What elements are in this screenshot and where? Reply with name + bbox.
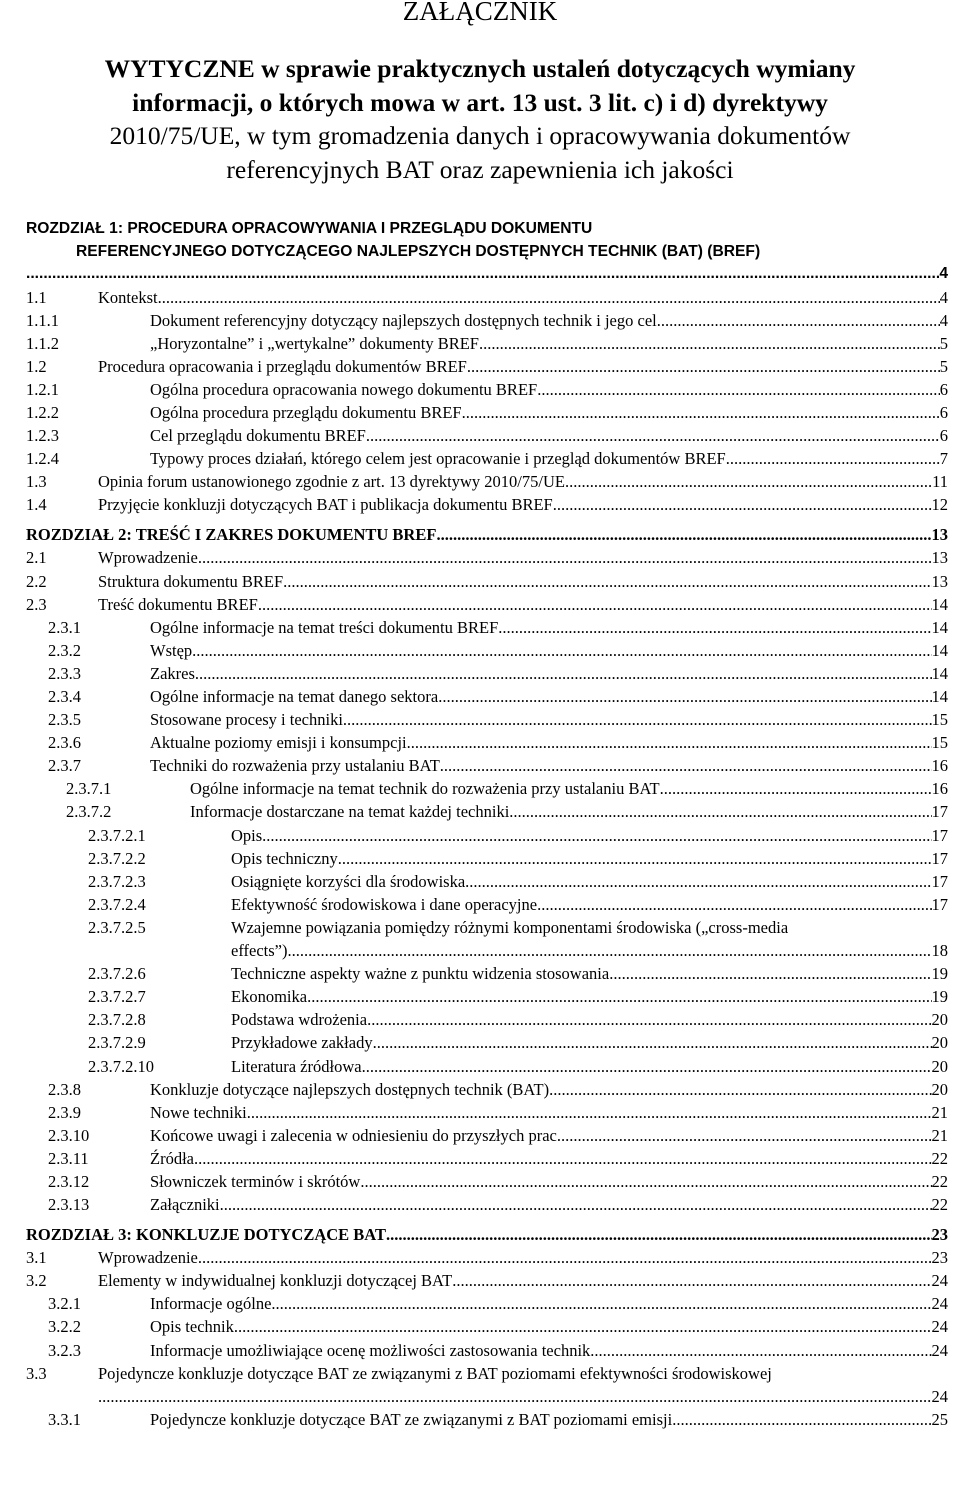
toc-entry[interactable]: [26, 1339, 948, 1362]
entry-label: Cel przeglądu dokumentu BREF: [150, 426, 366, 446]
entry-label: Przyjęcie konkluzji dotyczących BAT i publikacja dokumentu BREF: [98, 495, 553, 515]
dot-leader: [467, 355, 940, 378]
entry-number: 2.3.7.2.7: [88, 987, 146, 1007]
chapter-3-page: 23: [931, 1225, 948, 1245]
toc-entry[interactable]: [26, 378, 948, 401]
entry-label: Ekonomika: [231, 987, 308, 1007]
dot-leader: [609, 962, 931, 985]
dot-leader: [283, 570, 931, 593]
subtitle-line-1: WYTYCZNE w sprawie praktycznych ustaleń dotyczących wymiany: [104, 54, 856, 83]
toc-entry[interactable]: [26, 1008, 948, 1031]
entry-label: Informacje dostarczane na temat każdej techniki: [190, 802, 510, 822]
entry-number: 2.3.7.2.9: [88, 1033, 146, 1053]
entry-label: Wprowadzenie: [98, 548, 198, 568]
dot-leader: [537, 893, 931, 916]
entry-page: 14: [931, 594, 948, 614]
dot-leader: [26, 263, 939, 286]
chapter-2-label: ROZDZIAŁ 2: TREŚĆ I ZAKRES DOKUMENTU BREF: [26, 525, 437, 545]
entry-number: 2.3.6: [48, 733, 81, 753]
entry-label: Ogólne informacje na temat technik do rozważenia przy ustalaniu BAT: [190, 779, 660, 799]
dot-leader: [262, 824, 931, 847]
toc-entry[interactable]: [26, 546, 948, 569]
dot-leader: [234, 1315, 932, 1338]
entry-label: Konkluzje dotyczące najlepszych dostępnych technik (BAT): [150, 1079, 550, 1099]
chapter-1-entries: [26, 286, 948, 517]
chapter-1-page-line: [26, 263, 948, 286]
entry-number: 1.3: [26, 472, 47, 492]
entry-label: Aktualne poziomy emisji i konsumpcji: [150, 733, 407, 753]
toc-entry[interactable]: [26, 424, 948, 447]
dot-leader: [565, 470, 932, 493]
toc-entry[interactable]: [26, 1269, 948, 1292]
entry-number: 1.1: [26, 287, 47, 307]
entry-label-line-1: Wzajemne powiązania pomiędzy różnymi komponentami środowiska („cross-media: [231, 917, 789, 937]
entry-label: Podstawa wdrożenia: [231, 1010, 368, 1030]
toc-entry[interactable]: [26, 685, 948, 708]
chapter-2-entries: [26, 546, 948, 916]
entry-label: Kontekst: [98, 287, 158, 307]
toc-entry[interactable]: [26, 777, 948, 800]
toc-entry[interactable]: [26, 447, 948, 470]
toc-entry[interactable]: [26, 470, 948, 493]
toc-entry[interactable]: [26, 985, 948, 1008]
spacer: [26, 1216, 948, 1224]
dot-leader: [590, 1339, 931, 1362]
entry-label: Typowy proces działań, którego celem jest opracowanie i przegląd dokumentów BREF: [150, 449, 726, 469]
entry-number: 1.2.1: [26, 379, 59, 399]
toc-entry[interactable]: [26, 1193, 948, 1216]
entry-number: 2.3.10: [48, 1125, 90, 1145]
entry-number: 2.3.1: [48, 617, 81, 637]
entry-page: 21: [931, 1125, 948, 1145]
entry-number: 3.1: [26, 1248, 47, 1268]
entry-label: Źródła: [150, 1148, 194, 1168]
entry-label: Wstęp: [150, 640, 193, 660]
entry-number: 2.1: [26, 548, 47, 568]
entry-label: Ogólne informacje na temat danego sektora: [150, 687, 439, 706]
entry-label: Opinia forum ustanowionego zgodnie z art. 13 dyrektywy 2010/75/UE: [98, 472, 565, 492]
toc-entry[interactable]: [26, 401, 948, 424]
toc-entry[interactable]: [26, 1246, 948, 1269]
chapter-2-entries-continued: [26, 962, 948, 1216]
entry-number: 2.3.7.2.1: [88, 825, 146, 845]
dot-leader: [194, 1147, 932, 1170]
entry-label: Procedura opracowania i przeglądu dokumentów BREF: [98, 356, 467, 376]
chapter-1-line-2: REFERENCYJNEGO DOTYCZĄCEGO NAJLEPSZYCH DOSTĘPNYCH TECHNIK (BAT) (BREF): [76, 242, 761, 260]
toc-entry[interactable]: [26, 639, 948, 662]
entry-number: 3.2.3: [48, 1340, 81, 1360]
toc-entry[interactable]: [26, 1124, 948, 1147]
entry-number: 2.3.7: [48, 756, 81, 776]
dot-leader: [479, 332, 940, 355]
toc-entry[interactable]: [26, 847, 948, 870]
dot-leader: [307, 985, 931, 1008]
dot-leader: [198, 1246, 932, 1269]
dot-leader: [98, 1385, 932, 1408]
entry-page: 4: [939, 310, 948, 330]
entry-number: 2.3.7.2.3: [88, 871, 146, 891]
entry-page: 17: [931, 848, 948, 868]
toc-entry[interactable]: [26, 309, 948, 332]
chapter-2-page: 13: [931, 525, 948, 545]
toc-entry[interactable]: [26, 593, 948, 616]
entry-number: 3.2.2: [48, 1317, 81, 1337]
entry-page: 24: [931, 1386, 948, 1406]
entry-page: 16: [931, 779, 948, 799]
entry-page: 18: [931, 941, 948, 961]
toc-entry-2-3-7-2-5[interactable]: [26, 916, 948, 962]
dot-leader: [271, 1292, 931, 1315]
entry-number: 2.3.3: [48, 663, 81, 683]
toc-entry[interactable]: [26, 870, 948, 893]
dot-leader: [247, 1101, 932, 1124]
entry-page: 20: [931, 1056, 948, 1076]
entry-label: Ogólna procedura przeglądu dokumentu BREF: [150, 402, 462, 422]
entry-page: 4: [939, 287, 948, 307]
entry-page: 19: [931, 964, 948, 984]
entry-label: Informacje umożliwiające ocenę możliwości zastosowania technik: [150, 1340, 591, 1360]
toc-entry[interactable]: [26, 332, 948, 355]
toc-entry[interactable]: [26, 800, 948, 823]
entry-page: 17: [931, 871, 948, 891]
entry-label-line-2: effects”): [231, 941, 288, 961]
dot-leader: [462, 401, 940, 424]
document-subtitle: [0, 52, 960, 186]
entry-number: 3.2.1: [48, 1294, 81, 1314]
toc-entry[interactable]: [26, 1055, 948, 1078]
entry-number: 2.3.7.2: [66, 802, 112, 822]
entry-label: Końcowe uwagi i zalecenia w odniesieniu do przyszłych prac: [150, 1125, 557, 1145]
entry-number: 2.3.9: [48, 1102, 81, 1122]
toc-entry[interactable]: [26, 1147, 948, 1170]
toc-entry[interactable]: [26, 616, 948, 639]
entry-label: Techniki do rozważenia przy ustalaniu BAT: [150, 756, 440, 776]
entry-label: Zakres: [150, 663, 195, 683]
toc-chapter-3[interactable]: [26, 1224, 948, 1246]
entry-label: Opis technik: [150, 1317, 234, 1337]
toc-entry[interactable]: [26, 962, 948, 985]
entry-number: 1.2.2: [26, 402, 59, 422]
chapter-3-entries: [26, 1246, 948, 1361]
dot-leader: [549, 1078, 931, 1101]
entry-number: 1.2.4: [26, 449, 59, 469]
entry-page: 20: [931, 1010, 948, 1030]
entry-label: Elementy w indywidualnej konkluzji dotyczącej BAT: [98, 1271, 453, 1291]
dot-leader: [362, 1055, 932, 1078]
toc-chapter-2[interactable]: [26, 524, 948, 546]
entry-page: 24: [931, 1271, 948, 1291]
entry-page: 5: [939, 356, 948, 376]
dot-leader: [258, 593, 932, 616]
toc-entry[interactable]: [26, 355, 948, 378]
chapter-1-line-1: ROZDZIAŁ 1: PROCEDURA OPRACOWYWANIA I PRZEGLĄDU DOKUMENTU: [26, 220, 593, 237]
entry-page: 13: [931, 571, 948, 591]
entry-number: 2.3.7.1: [66, 779, 112, 799]
entry-label: Opis: [231, 825, 263, 845]
dot-leader: [360, 1170, 931, 1193]
dot-leader: [726, 447, 940, 470]
entry-number: 3.3.1: [48, 1409, 81, 1429]
entry-label: Informacje ogólne: [150, 1294, 272, 1314]
entry-number: 2.3.8: [48, 1079, 81, 1099]
entry-page: 15: [931, 710, 948, 730]
entry-number: 2.3.4: [48, 687, 81, 706]
entry-page: 24: [931, 1317, 948, 1337]
toc-entry[interactable]: [26, 1078, 948, 1101]
entry-number: 2.2: [26, 571, 47, 591]
entry-page: 17: [931, 802, 948, 822]
toc-entry[interactable]: [26, 662, 948, 685]
dot-leader: [195, 662, 932, 685]
entry-page: 7: [939, 449, 948, 469]
entry-label: Załączniki: [150, 1195, 220, 1215]
dot-leader: [407, 731, 932, 754]
toc-entry[interactable]: [26, 286, 948, 309]
dot-leader: [438, 685, 931, 708]
toc-entry[interactable]: [26, 570, 948, 593]
entry-page: 25: [931, 1409, 948, 1429]
entry-page: 14: [931, 640, 948, 660]
entry-label: Słowniczek terminów i skrótów: [150, 1171, 361, 1191]
entry-page: 24: [931, 1294, 948, 1314]
entry-label: Przykładowe zakłady: [231, 1033, 373, 1053]
dot-leader: [343, 708, 932, 731]
dot-leader: [660, 777, 932, 800]
entry-number: 1.2.3: [26, 426, 59, 446]
toc-entry[interactable]: [26, 708, 948, 731]
entry-label: Wprowadzenie: [98, 1248, 198, 1268]
entry-number: 2.3.7.2.6: [88, 964, 146, 984]
toc-entry[interactable]: [26, 1292, 948, 1315]
entry-number: 2.3.13: [48, 1195, 90, 1215]
entry-page: 23: [931, 1248, 948, 1268]
dot-leader: [373, 1031, 932, 1054]
dot-leader: [498, 616, 931, 639]
entry-label: Nowe techniki: [150, 1102, 247, 1122]
dot-leader: [192, 639, 931, 662]
toc-entry[interactable]: [26, 731, 948, 754]
entry-page: 13: [931, 548, 948, 568]
entry-page: 5: [939, 333, 948, 353]
entry-number: 2.3.7.2.4: [88, 894, 146, 914]
chapter-3-label: ROZDZIAŁ 3: KONKLUZJE DOTYCZĄCE BAT: [26, 1225, 386, 1245]
entry-number: 2.3.11: [48, 1148, 89, 1168]
subtitle-line-4: referencyjnych BAT oraz zapewnienia ich jakości: [226, 154, 734, 184]
entry-page: 20: [931, 1079, 948, 1099]
toc-entry-3-3-1[interactable]: [26, 1408, 948, 1431]
entry-label: Pojedyncze konkluzje dotyczące BAT ze związanymi z BAT poziomami emisji: [150, 1409, 673, 1429]
entry-label: Opis techniczny: [231, 848, 338, 868]
entry-page: 14: [931, 687, 948, 706]
dot-leader: [553, 493, 932, 516]
toc-entry[interactable]: [26, 493, 948, 516]
entry-page: 6: [939, 426, 948, 446]
dot-leader: [537, 378, 940, 401]
entry-number: 2.3.12: [48, 1171, 90, 1191]
toc-entry[interactable]: [26, 1315, 948, 1338]
toc-entry[interactable]: [26, 1170, 948, 1193]
entry-label: Struktura dokumentu BREF: [98, 571, 284, 591]
entry-page: 12: [931, 495, 948, 515]
entry-page: 17: [931, 894, 948, 914]
entry-number: 1.2: [26, 356, 47, 376]
entry-number: 3.2: [26, 1271, 47, 1291]
entry-page: 20: [931, 1033, 948, 1053]
entry-number: 1.1.2: [26, 333, 59, 353]
entry-label: Ogólna procedura opracowania nowego dokumentu BREF: [150, 379, 538, 399]
entry-number: 2.3.2: [48, 640, 81, 660]
entry-label: Osiągnięte korzyści dla środowiska: [231, 871, 466, 891]
entry-number: 2.3: [26, 594, 47, 614]
entry-page: 6: [939, 402, 948, 422]
dot-leader: [465, 870, 931, 893]
entry-number: 2.3.7.2.8: [88, 1010, 146, 1030]
subtitle-line-2: informacji, o których mowa w art. 13 ust. 3 lit. c) i d) dyrektywy: [132, 87, 828, 117]
spacer: [26, 516, 948, 524]
dot-leader: [672, 1408, 931, 1431]
dot-leader: [440, 754, 932, 777]
dot-leader: [366, 424, 940, 447]
entry-page: 6: [939, 379, 948, 399]
entry-page: 14: [931, 617, 948, 637]
toc-entry-3-3[interactable]: [26, 1362, 948, 1408]
entry-page: 11: [932, 472, 948, 492]
entry-label: Techniczne aspekty ważne z punktu widzenia stosowania: [231, 964, 610, 984]
entry-label: Literatura źródłowa: [231, 1056, 362, 1076]
toc-entry[interactable]: [26, 754, 948, 777]
dot-leader: [338, 847, 932, 870]
dot-leader: [452, 1269, 931, 1292]
entry-label: Ogólne informacje na temat treści dokumentu BREF: [150, 617, 499, 637]
entry-number: 2.3.5: [48, 710, 81, 730]
entry-number: 2.3.7.2.2: [88, 848, 146, 868]
entry-label: „Horyzontalne” i „wertykalne” dokumenty BREF: [150, 333, 479, 353]
dot-leader: [288, 939, 932, 962]
entry-number: 3.3: [26, 1363, 47, 1383]
toc-entry[interactable]: [26, 893, 948, 916]
entry-page: 16: [931, 756, 948, 776]
entry-page: 15: [931, 733, 948, 753]
dot-leader: [367, 1008, 931, 1031]
entry-label: Stosowane procesy i techniki: [150, 710, 343, 730]
page-title: ZAŁĄCZNIK: [402, 0, 558, 26]
dot-leader: [509, 800, 931, 823]
dot-leader: [158, 286, 940, 309]
toc-entry[interactable]: [26, 1101, 948, 1124]
dot-leader: [657, 309, 940, 332]
dot-leader: [436, 524, 931, 546]
dot-leader: [386, 1224, 932, 1246]
dot-leader: [557, 1124, 932, 1147]
entry-page: 24: [931, 1340, 948, 1360]
entry-page: 22: [931, 1171, 948, 1191]
entry-label: Dokument referencyjny dotyczący najlepszych dostępnych technik i jego cel: [150, 310, 657, 330]
entry-page: 22: [931, 1195, 948, 1215]
toc-entry[interactable]: [26, 1031, 948, 1054]
entry-number: 2.3.7.2.10: [88, 1056, 154, 1076]
table-of-contents: [26, 218, 948, 1431]
entry-page: 14: [931, 663, 948, 683]
entry-number: 1.1.1: [26, 310, 59, 330]
entry-label-line-1: Pojedyncze konkluzje dotyczące BAT ze związanymi z BAT poziomami efektywności środowiskowej: [98, 1363, 772, 1383]
toc-entry[interactable]: [26, 824, 948, 847]
subtitle-line-3: 2010/75/UE, w tym gromadzenia danych i opracowywania dokumentów: [109, 121, 851, 150]
toc-chapter-1[interactable]: [26, 218, 948, 286]
entry-page: 17: [931, 825, 948, 845]
entry-label: Treść dokumentu BREF: [98, 594, 258, 614]
entry-number: 1.4: [26, 495, 47, 515]
entry-page: 22: [931, 1148, 948, 1168]
dot-leader: [198, 546, 932, 569]
entry-number: 2.3.7.2.5: [88, 917, 146, 937]
chapter-1-page: 4: [939, 265, 948, 282]
entry-label: Efektywność środowiskowa i dane operacyjne: [231, 894, 538, 914]
entry-page: 19: [931, 987, 948, 1007]
dot-leader: [220, 1193, 932, 1216]
entry-page: 21: [931, 1102, 948, 1122]
